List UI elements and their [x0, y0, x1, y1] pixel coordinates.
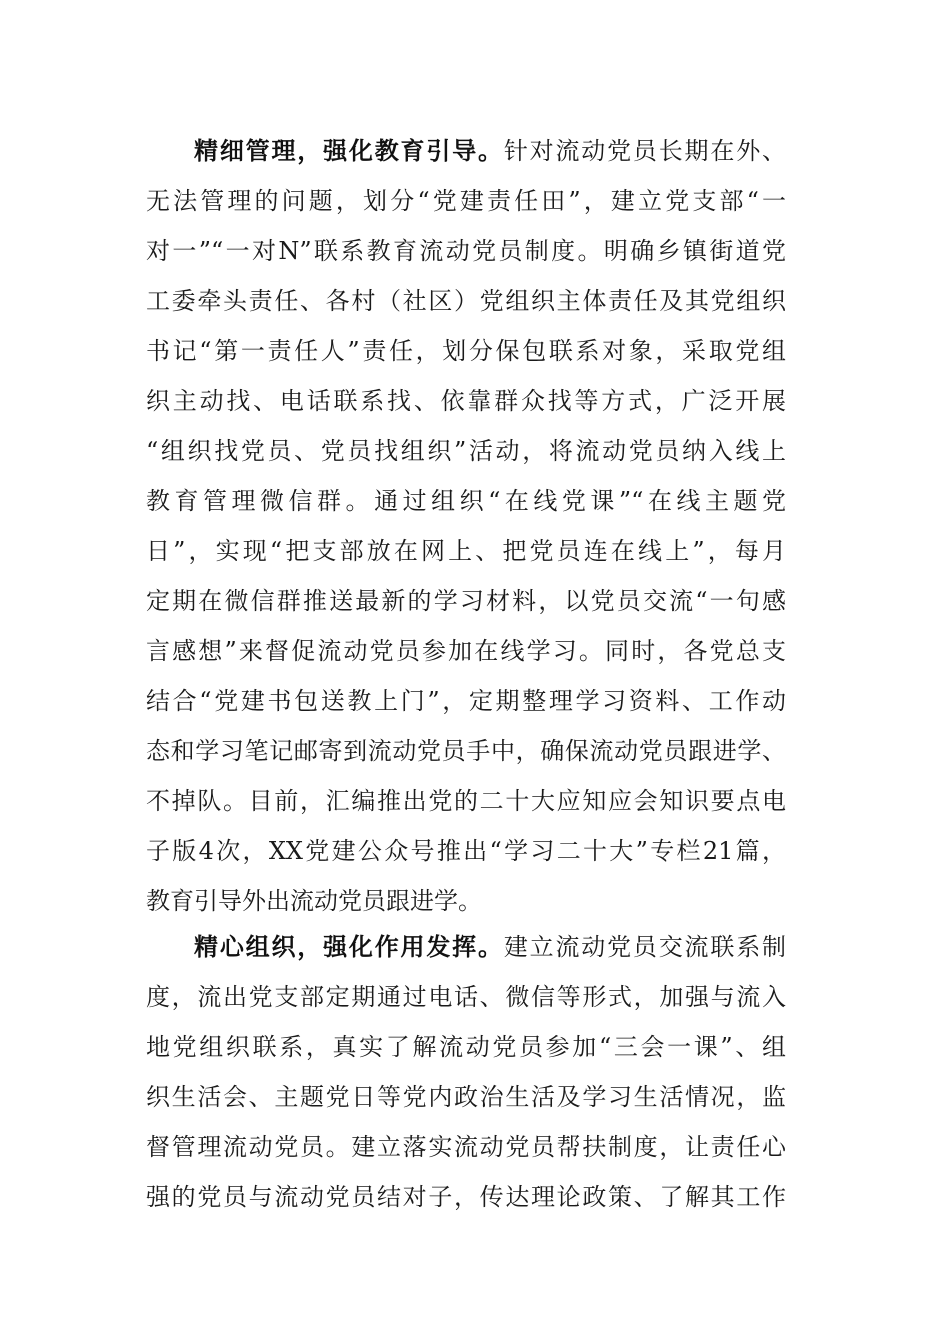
paragraph-line: 无法管理的问题，划分“党建责任田”，建立党支部“一 [146, 187, 786, 215]
paragraph-line: 教育管理微信群。通过组织“在线党课”“在线主题党 [146, 487, 786, 515]
paragraph-line: 书记“第一责任人”责任，划分保包联系对象，采取党组 [146, 337, 786, 365]
paragraph-line: 地党组织联系，真实了解流动党员参加“三会一课”、组 [146, 1033, 786, 1061]
paragraph-line: 定期在微信群推送最新的学习材料，以党员交流“一句感 [146, 587, 786, 615]
paragraph-line: 织主动找、电话联系找、依靠群众找等方式，广泛开展 [146, 387, 786, 415]
paragraph-line: “组织找党员、党员找组织”活动，将流动党员纳入线上 [146, 437, 786, 465]
paragraph-heading: 精细管理，强化教育引导。 [194, 137, 504, 165]
paragraph-line: 子版4次，XX党建公众号推出“学习二十大”专栏21篇， [146, 837, 786, 865]
paragraph-heading: 精心组织，强化作用发挥。 [194, 933, 504, 961]
paragraph-line: 强的党员与流动党员结对子，传达理论政策、了解其工作 [146, 1183, 786, 1211]
paragraph-line: 督管理流动党员。建立落实流动党员帮扶制度，让责任心 [146, 1133, 786, 1161]
paragraph-line: 不掉队。目前，汇编推出党的二十大应知应会知识要点电 [146, 787, 786, 815]
paragraph-line: 对一”“一对N”联系教育流动党员制度。明确乡镇街道党 [146, 237, 786, 265]
paragraph-line: 度，流出党支部定期通过电话、微信等形式，加强与流入 [146, 983, 786, 1011]
paragraph-line: 工委牵头责任、各村（社区）党组织主体责任及其党组织 [146, 287, 786, 315]
paragraph-line: 织生活会、主题党日等党内政治生活及学习生活情况，监 [146, 1083, 786, 1111]
paragraph-text: 针对流动党员长期在外、 [503, 137, 787, 165]
paragraph-text: 建立流动党员交流联系制 [503, 933, 787, 961]
paragraph-line: 言感想”来督促流动党员参加在线学习。同时，各党总支 [146, 637, 786, 665]
paragraph-line [194, 133, 786, 169]
paragraph-line: 态和学习笔记邮寄到流动党员手中，确保流动党员跟进学、 [146, 737, 786, 765]
paragraph-line [194, 929, 786, 965]
paragraph-line: 教育引导外出流动党员跟进学。 [146, 887, 482, 915]
paragraph-line: 结合“党建书包送教上门”，定期整理学习资料、工作动 [146, 687, 786, 715]
paragraph-line: 日”，实现“把支部放在网上、把党员连在线上”，每月 [146, 537, 786, 565]
